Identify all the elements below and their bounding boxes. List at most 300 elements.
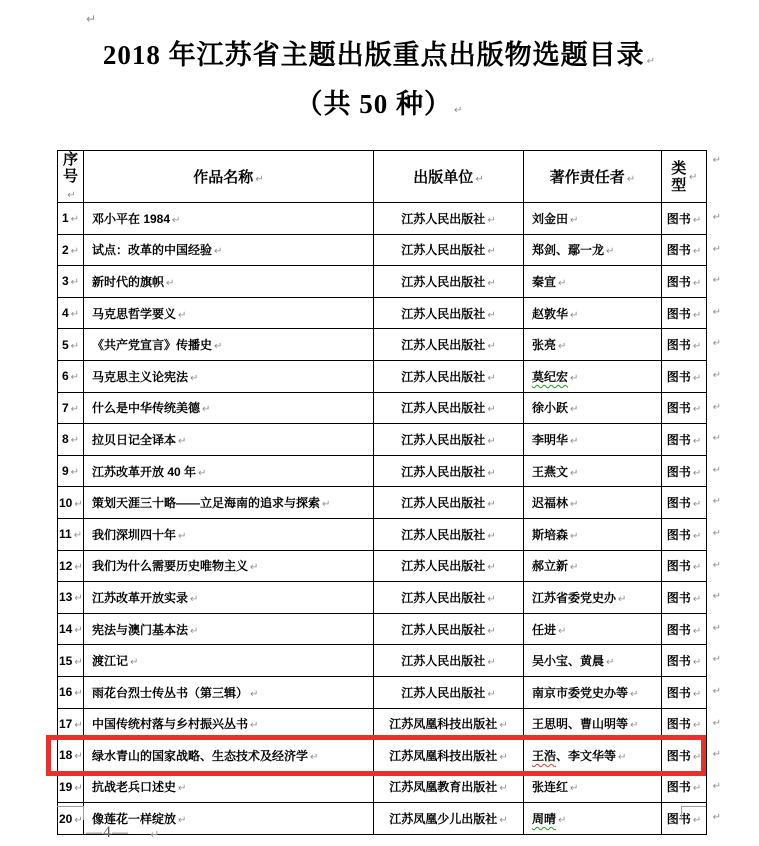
end-of-cell-mark: ↵ [214, 341, 223, 353]
cell-publisher[interactable] [374, 740, 524, 772]
end-of-cell-mark: ↵ [692, 720, 702, 732]
end-of-cell-mark: ↵ [487, 246, 496, 258]
publisher-text: 江苏人民出版社 [401, 306, 486, 321]
end-of-cell-mark: ↵ [70, 277, 80, 289]
work-title-text: 江苏改革开放实录 [92, 590, 189, 605]
paragraph-mark: ↵ [454, 105, 464, 116]
cell-work-title[interactable] [84, 234, 374, 266]
end-of-row-mark: ↵ [712, 749, 721, 761]
cell-author[interactable] [524, 266, 662, 298]
cell-work-title[interactable] [84, 740, 374, 772]
end-of-cell-mark: ↵ [618, 751, 627, 763]
end-of-row-mark: ↵ [712, 654, 721, 666]
publisher-text: 江苏凤凰科技出版社 [389, 717, 498, 732]
end-of-cell-mark: ↵ [570, 467, 579, 479]
cell-type[interactable] [662, 297, 721, 329]
work-title-text: 我们为什么需要历史唯物主义 [92, 559, 249, 574]
end-of-cell-mark: ↵ [166, 277, 175, 289]
cell-publisher[interactable] [374, 645, 524, 677]
end-of-cell-mark: ↵ [487, 435, 496, 447]
cell-serial[interactable] [58, 455, 84, 487]
type-text: 图书 [666, 211, 691, 226]
end-of-cell-mark: ↵ [692, 404, 702, 416]
work-title-text: 宪法与澳门基本法 [92, 622, 189, 637]
end-of-cell-mark: ↵ [475, 174, 484, 185]
cell-publisher[interactable] [374, 424, 524, 456]
cell-type[interactable] [662, 203, 721, 235]
end-of-cell-mark: ↵ [692, 783, 702, 795]
cell-publisher[interactable] [374, 234, 524, 266]
cell-type[interactable] [662, 455, 721, 487]
table-row [58, 203, 707, 235]
end-of-cell-mark: ↵ [570, 404, 579, 416]
end-of-cell-mark: ↵ [570, 372, 579, 384]
end-of-cell-mark: ↵ [499, 783, 508, 795]
cell-publisher[interactable] [374, 392, 524, 424]
cell-serial[interactable] [58, 360, 84, 392]
serial-number: 4 [61, 306, 69, 321]
end-of-cell-mark: ↵ [178, 309, 187, 321]
author-text: 吴小宝、黄晨 [532, 654, 605, 669]
cell-publisher[interactable] [374, 803, 524, 835]
end-of-cell-mark: ↵ [310, 751, 319, 763]
work-title-text: 拉贝日记全译本 [92, 432, 177, 447]
serial-number: 2 [61, 242, 69, 257]
table-row [58, 518, 707, 550]
publisher-text: 江苏凤凰教育出版社 [389, 780, 498, 795]
publisher-text: 江苏人民出版社 [401, 432, 486, 447]
cell-author[interactable] [524, 329, 662, 361]
publisher-text: 江苏人民出版社 [401, 496, 486, 511]
cell-type[interactable] [662, 360, 721, 392]
serial-number: 8 [61, 432, 69, 447]
end-of-row-mark: ↵ [712, 496, 721, 508]
work-title-text: 抗战老兵口述史 [92, 780, 177, 795]
cell-publisher[interactable] [374, 455, 524, 487]
end-of-cell-mark: ↵ [70, 245, 80, 257]
header-serial[interactable] [58, 151, 84, 203]
end-of-row-mark: ↵ [712, 527, 721, 539]
author-text: 张亮 [532, 338, 557, 353]
header-type-label: 类型 [671, 159, 687, 194]
cell-type[interactable] [662, 392, 721, 424]
cell-publisher[interactable] [374, 613, 524, 645]
cell-author[interactable] [524, 392, 662, 424]
end-of-cell-mark: ↵ [250, 562, 259, 574]
end-of-cell-mark: ↵ [689, 172, 698, 184]
type-text: 图书 [666, 496, 691, 511]
type-text: 图书 [666, 369, 691, 384]
cell-work-title[interactable] [84, 455, 374, 487]
end-of-cell-mark: ↵ [692, 751, 702, 763]
author-text: 江苏省委党史办 [532, 590, 617, 605]
serial-number: 1 [61, 211, 69, 226]
cell-author[interactable] [524, 487, 662, 519]
end-of-cell-mark: ↵ [570, 214, 579, 226]
publisher-text: 江苏凤凰科技出版社 [389, 748, 498, 763]
cell-work-title[interactable] [84, 360, 374, 392]
author-text: 徐小跃 [532, 401, 569, 416]
end-of-cell-mark: ↵ [487, 562, 496, 574]
end-of-cell-mark: ↵ [130, 657, 139, 669]
cell-serial[interactable] [58, 518, 84, 550]
text-boundary-mark-right [681, 806, 706, 820]
end-of-cell-mark: ↵ [570, 309, 579, 321]
end-of-row-mark: ↵ [712, 780, 721, 792]
header-publisher[interactable] [374, 151, 524, 203]
end-of-row-mark: ↵ [712, 685, 721, 697]
cell-publisher[interactable] [374, 329, 524, 361]
cell-author[interactable] [524, 582, 662, 614]
cell-work-title[interactable] [84, 708, 374, 740]
publisher-text: 江苏人民出版社 [401, 685, 486, 700]
author-text: 迟福林 [532, 496, 569, 511]
cell-type[interactable] [662, 424, 721, 456]
cell-type[interactable] [662, 676, 721, 708]
cell-author[interactable] [524, 740, 662, 772]
cell-work-title[interactable] [84, 203, 374, 235]
table-row [58, 740, 707, 772]
cell-serial[interactable] [58, 582, 84, 614]
publisher-text: 江苏人民出版社 [401, 211, 486, 226]
end-of-cell-mark: ↵ [692, 530, 702, 542]
cell-author[interactable] [524, 455, 662, 487]
end-of-cell-mark: ↵ [692, 467, 702, 479]
table-row [58, 360, 707, 392]
cell-publisher[interactable] [374, 360, 524, 392]
cell-type[interactable] [662, 487, 721, 519]
end-of-row-mark: ↵ [712, 717, 721, 729]
paragraph-mark: ↵ [150, 828, 160, 841]
end-of-cell-mark: ↵ [558, 277, 567, 289]
end-of-cell-mark: ↵ [74, 751, 83, 763]
work-title-text: 雨花台烈士传丛书（第三辑） [92, 685, 249, 700]
end-of-cell-mark: ↵ [250, 720, 259, 732]
cell-work-title[interactable] [84, 329, 374, 361]
end-of-cell-mark: ↵ [570, 783, 579, 795]
publisher-text: 江苏人民出版社 [401, 654, 486, 669]
publisher-text: 江苏人民出版社 [401, 559, 486, 574]
cell-work-title[interactable] [84, 613, 374, 645]
cell-type[interactable] [662, 740, 721, 772]
cell-serial[interactable] [58, 392, 84, 424]
cell-type[interactable] [662, 771, 721, 803]
end-of-cell-mark: ↵ [630, 688, 639, 700]
cell-author[interactable] [524, 550, 662, 582]
cell-serial[interactable] [58, 329, 84, 361]
cell-type[interactable] [662, 613, 721, 645]
cell-serial[interactable] [58, 645, 84, 677]
end-of-cell-mark: ↵ [570, 435, 579, 447]
author-text: 王燕文 [532, 464, 569, 479]
serial-number: 7 [61, 400, 69, 415]
author-text: 赵敦华 [532, 306, 569, 321]
work-title-text: 我们深圳四十年 [92, 527, 177, 542]
cell-author[interactable] [524, 297, 662, 329]
end-of-row-mark: ↵ [712, 338, 721, 350]
header-type[interactable] [662, 151, 721, 203]
end-of-cell-mark: ↵ [487, 277, 496, 289]
author-text: 斯培森 [532, 527, 569, 542]
end-of-row-mark: ↵ [712, 212, 721, 223]
end-of-cell-mark: ↵ [74, 688, 83, 700]
end-of-cell-mark: ↵ [74, 656, 83, 668]
cell-type[interactable] [662, 266, 721, 298]
author-text: 、李文华等 [556, 748, 617, 763]
title-text-1: 2018 年江苏省主题出版重点出版物选题目录 [102, 40, 645, 70]
cell-author[interactable] [524, 203, 662, 235]
cell-serial[interactable] [58, 708, 84, 740]
end-of-cell-mark: ↵ [558, 341, 567, 353]
end-of-cell-mark: ↵ [487, 625, 496, 637]
serial-number: 11 [59, 527, 72, 542]
end-of-cell-mark: ↵ [487, 467, 496, 479]
end-of-cell-mark: ↵ [178, 435, 187, 447]
author-text: 王思明、曹山明等 [532, 717, 629, 732]
cell-work-title[interactable] [84, 676, 374, 708]
serial-number: 19 [59, 779, 73, 794]
serial-number: 16 [59, 685, 73, 700]
cell-author[interactable] [524, 645, 662, 677]
serial-number: 14 [59, 622, 73, 637]
end-of-cell-mark: ↵ [74, 814, 83, 826]
cell-author[interactable] [524, 708, 662, 740]
spellcheck-underlined-text: 莫纪宏 [532, 369, 569, 384]
cell-serial[interactable] [58, 771, 84, 803]
cell-type[interactable] [662, 645, 721, 677]
end-of-cell-mark: ↵ [692, 309, 702, 321]
cell-publisher[interactable] [374, 550, 524, 582]
cell-type[interactable] [662, 708, 721, 740]
end-of-cell-mark: ↵ [692, 214, 702, 226]
end-of-row-mark: ↵ [712, 433, 721, 445]
cell-work-title[interactable] [84, 518, 374, 550]
cell-work-title[interactable] [84, 297, 374, 329]
table-row [58, 392, 707, 424]
serial-number: 9 [61, 464, 69, 479]
cell-type[interactable] [662, 234, 721, 266]
header-title-label: 作品名称 [193, 169, 254, 186]
end-of-cell-mark: ↵ [322, 499, 331, 511]
end-of-cell-mark: ↵ [250, 688, 259, 700]
end-of-cell-mark: ↵ [692, 246, 702, 258]
cell-author[interactable] [524, 803, 662, 835]
table-row [58, 645, 707, 677]
work-title-text: 像莲花一样绽放 [92, 812, 177, 827]
cell-serial[interactable] [58, 613, 84, 645]
cell-publisher[interactable] [374, 676, 524, 708]
cell-type[interactable] [662, 329, 721, 361]
end-of-cell-mark: ↵ [172, 214, 181, 226]
cell-publisher[interactable] [374, 708, 524, 740]
header-author[interactable] [524, 151, 662, 203]
work-title-text: 邓小平在 1984 [92, 211, 171, 226]
type-text: 图书 [666, 622, 691, 637]
cell-work-title[interactable] [84, 582, 374, 614]
end-of-cell-mark: ↵ [606, 246, 615, 258]
end-of-cell-mark: ↵ [70, 403, 80, 415]
table-row [58, 676, 707, 708]
end-of-cell-mark: ↵ [692, 657, 702, 669]
cell-publisher[interactable] [374, 582, 524, 614]
cell-serial[interactable] [58, 424, 84, 456]
work-title-text: 马克思哲学要义 [92, 306, 177, 321]
cell-serial[interactable] [58, 203, 84, 235]
table-row [58, 550, 707, 582]
work-title-text: 《共产党宣言》传播史 [92, 338, 213, 353]
publisher-text: 江苏人民出版社 [401, 464, 486, 479]
end-of-row-mark: ↵ [712, 591, 721, 603]
end-of-cell-mark: ↵ [570, 530, 579, 542]
paragraph-mark: ↵ [646, 56, 657, 67]
type-text: 图书 [666, 527, 691, 542]
cell-publisher[interactable] [374, 771, 524, 803]
end-of-cell-mark: ↵ [692, 435, 702, 447]
table-header-row [58, 151, 707, 203]
cell-author[interactable] [524, 424, 662, 456]
table-row [58, 297, 707, 329]
document-title[interactable] [0, 34, 759, 132]
cell-serial[interactable] [58, 266, 84, 298]
title-text-2: （共 50 种） [295, 89, 453, 119]
type-text: 图书 [666, 717, 691, 732]
work-title-text: 江苏改革开放 40 年 [92, 464, 197, 479]
author-text: 张连红 [532, 780, 569, 795]
type-text: 图书 [666, 243, 691, 258]
publisher-text: 江苏人民出版社 [401, 401, 486, 416]
end-of-row-mark: ↵ [712, 306, 721, 318]
cell-author[interactable] [524, 518, 662, 550]
end-of-cell-mark: ↵ [198, 467, 207, 479]
publisher-text: 江苏人民出版社 [401, 369, 486, 384]
end-of-cell-mark: ↵ [487, 657, 496, 669]
publisher-text: 江苏人民出版社 [401, 527, 486, 542]
end-of-cell-mark: ↵ [487, 593, 496, 605]
cell-work-title[interactable] [84, 550, 374, 582]
serial-number: 13 [59, 590, 73, 605]
cell-publisher[interactable] [374, 297, 524, 329]
end-of-cell-mark: ↵ [74, 561, 83, 573]
title-line-2[interactable] [0, 83, 759, 132]
author-text: 李明华 [532, 432, 569, 447]
end-of-cell-mark: ↵ [70, 309, 80, 321]
spellcheck-underlined-text: 周晴 [532, 812, 557, 827]
type-text: 图书 [666, 464, 691, 479]
cell-work-title[interactable] [84, 771, 374, 803]
end-of-cell-mark: ↵ [487, 214, 496, 226]
type-text: 图书 [666, 654, 691, 669]
end-of-cell-mark: ↵ [73, 530, 83, 542]
serial-number: 15 [59, 653, 73, 668]
end-of-cell-mark: ↵ [558, 625, 567, 637]
end-of-row-mark: ↵ [712, 464, 721, 476]
cell-work-title[interactable] [84, 645, 374, 677]
cell-serial[interactable] [58, 487, 84, 519]
end-of-cell-mark: ↵ [487, 688, 496, 700]
cell-work-title[interactable] [84, 487, 374, 519]
end-of-cell-mark: ↵ [692, 499, 702, 511]
cell-type[interactable] [662, 550, 721, 582]
serial-number: 6 [61, 369, 69, 384]
type-text: 图书 [666, 685, 691, 700]
type-text: 图书 [666, 590, 691, 605]
end-of-cell-mark: ↵ [190, 372, 199, 384]
end-of-cell-mark: ↵ [499, 751, 508, 763]
serial-number: 17 [59, 716, 73, 731]
end-of-row-mark: ↵ [712, 812, 721, 824]
header-title[interactable] [84, 151, 374, 203]
author-text: 任进 [532, 622, 557, 637]
type-text: 图书 [666, 274, 691, 289]
cell-author[interactable] [524, 676, 662, 708]
work-title-text: 什么是中华传统美德 [92, 401, 201, 416]
catalog-table[interactable] [57, 150, 721, 835]
author-text: 郑剑、鄢一龙 [532, 243, 605, 258]
publisher-text: 江苏人民出版社 [401, 622, 486, 637]
cell-author[interactable] [524, 360, 662, 392]
end-of-cell-mark: ↵ [692, 341, 702, 353]
cell-serial[interactable] [58, 676, 84, 708]
cell-publisher[interactable] [374, 203, 524, 235]
cell-publisher[interactable] [374, 487, 524, 519]
header-author-label: 著作责任者 [549, 169, 625, 186]
cell-type[interactable] [662, 518, 721, 550]
cell-author[interactable] [524, 234, 662, 266]
work-title-text: 马克思主义论宪法 [92, 369, 189, 384]
end-of-cell-mark: ↵ [692, 562, 702, 574]
page-number: —4— [86, 824, 129, 841]
cell-author[interactable] [524, 613, 662, 645]
work-title-text: 试点：改革的中国经验 [92, 243, 213, 258]
title-line-1[interactable] [0, 34, 759, 83]
end-of-cell-mark: ↵ [487, 530, 496, 542]
table-row [58, 582, 707, 614]
cell-work-title[interactable] [84, 266, 374, 298]
cell-type[interactable] [662, 582, 721, 614]
publisher-text: 江苏人民出版社 [401, 243, 486, 258]
cell-publisher[interactable] [374, 266, 524, 298]
type-text: 图书 [666, 338, 691, 353]
end-of-cell-mark: ↵ [74, 593, 83, 605]
end-of-cell-mark: ↵ [70, 467, 80, 479]
type-text: 图书 [666, 306, 691, 321]
cell-work-title[interactable] [84, 424, 374, 456]
cell-work-title[interactable] [84, 392, 374, 424]
cell-serial[interactable] [58, 740, 84, 772]
end-of-cell-mark: ↵ [202, 404, 211, 416]
work-title-text: 中国传统村落与乡村振兴丛书 [92, 717, 249, 732]
publisher-text: 江苏人民出版社 [401, 590, 486, 605]
serial-number: 5 [61, 337, 69, 352]
text-boundary-mark-left [57, 806, 84, 820]
serial-number: 10 [59, 495, 73, 510]
table-row [58, 771, 707, 803]
cell-author[interactable] [524, 771, 662, 803]
cell-publisher[interactable] [374, 518, 524, 550]
end-of-cell-mark: ↵ [499, 720, 508, 732]
publisher-text: 江苏人民出版社 [401, 274, 486, 289]
cell-serial[interactable] [58, 234, 84, 266]
end-of-cell-mark: ↵ [255, 174, 264, 185]
table-row [58, 708, 707, 740]
spellcheck-underlined-text: 王浩 [532, 748, 557, 763]
cell-serial[interactable] [58, 550, 84, 582]
serial-number: 12 [59, 558, 73, 573]
cell-serial[interactable] [58, 297, 84, 329]
serial-number: 3 [61, 274, 69, 289]
end-of-cell-mark: ↵ [570, 562, 579, 574]
end-of-cell-mark: ↵ [70, 340, 80, 352]
